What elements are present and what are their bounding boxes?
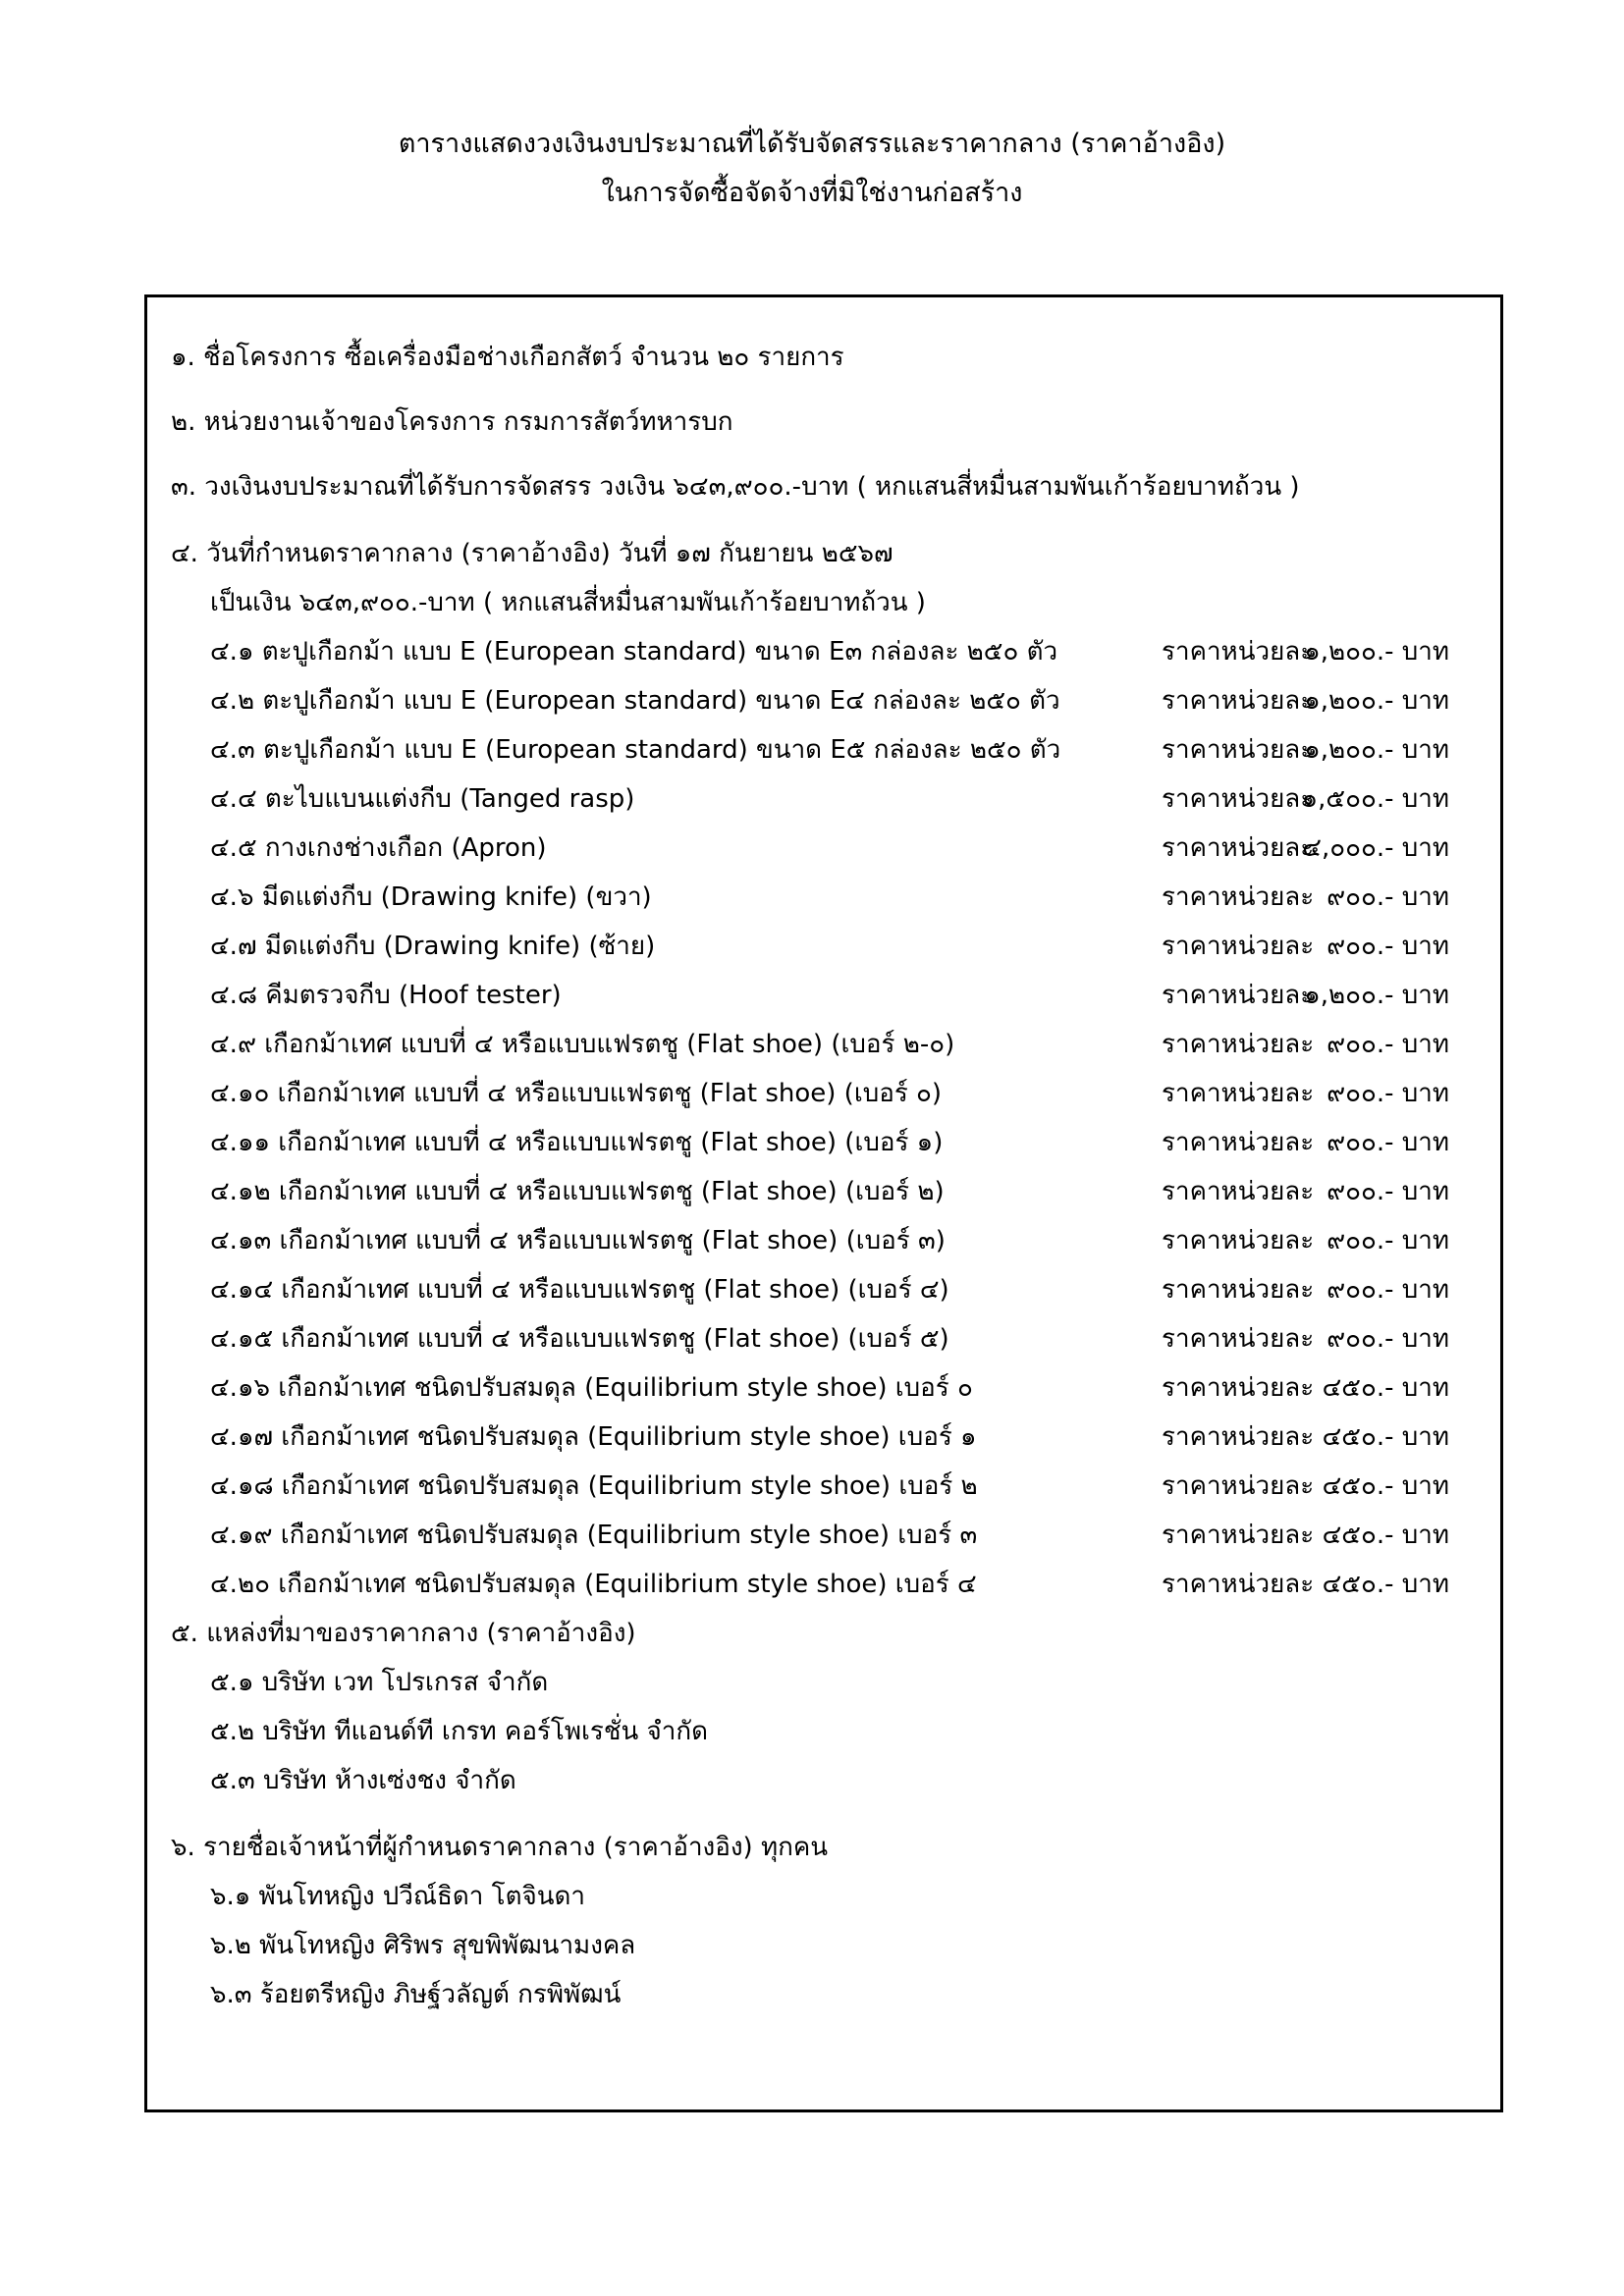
price-item-label: ราคาหน่วยละ bbox=[1162, 1373, 1315, 1403]
price-item-label: ราคาหน่วยละ bbox=[1162, 1275, 1315, 1305]
price-item-text: ๔.๙ เกือกม้าเทศ แบบที่ ๔ หรือแบบแฟรตชู (Flat shoe) (เบอร์ ๒-๐) bbox=[210, 1030, 955, 1059]
price-item-label: ราคาหน่วยละ bbox=[1162, 1471, 1315, 1501]
price-item-amount: ๙๐๐.- บาท bbox=[1326, 932, 1449, 961]
section-2-owner-unit: ๒. หน่วยงานเจ้าของโครงการ กรมการสัตว์ทหารบก bbox=[171, 407, 733, 437]
price-item-text: ๔.๕ กางเกงช่างเกือก (Apron) bbox=[210, 833, 547, 863]
price-item-label: ราคาหน่วยละ bbox=[1162, 932, 1315, 961]
price-item-label: ราคาหน่วยละ bbox=[1162, 1324, 1315, 1354]
price-item-amount: ๔๕๐.- บาท bbox=[1322, 1422, 1449, 1452]
title-line-2: ในการจัดซื้อจัดจ้างที่มิใช่งานก่อสร้าง bbox=[601, 178, 1023, 208]
price-item-amount: ๙๐๐.- บาท bbox=[1326, 1177, 1449, 1206]
price-item-amount: ๙๐๐.- บาท bbox=[1326, 1128, 1449, 1157]
price-item-amount: ๑,๒๐๐.- บาท bbox=[1304, 981, 1449, 1010]
price-item-label: ราคาหน่วยละ bbox=[1162, 833, 1315, 863]
section-6-heading: ๖. รายชื่อเจ้าหน้าที่ผู้กำหนดราคากลาง (ราคาอ้างอิง) ทุกคน bbox=[171, 1833, 829, 1862]
section-4-subtotal: เป็นเงิน ๖๔๓,๙๐๐.-บาท ( หกแสนสี่หมื่นสามพันเก้าร้อยบาทถ้วน ) bbox=[210, 588, 926, 617]
price-item-text: ๔.๔ ตะไบแบนแต่งกีบ (Tanged rasp) bbox=[210, 784, 635, 814]
price-item-amount: ๙๐๐.- บาท bbox=[1326, 1030, 1449, 1059]
price-item-text: ๔.๖ มีดแต่งกีบ (Drawing knife) (ขวา) bbox=[210, 882, 652, 912]
price-item-amount: ๙๐๐.- บาท bbox=[1326, 882, 1449, 912]
title-line-1: ตารางแสดงวงเงินงบประมาณที่ได้รับจัดสรรและราคากลาง (ราคาอ้างอิง) bbox=[398, 129, 1226, 159]
price-item-text: ๔.๑๘ เกือกม้าเทศ ชนิดปรับสมดุล (Equilibrium style shoe) เบอร์ ๒ bbox=[210, 1471, 978, 1501]
price-item-text: ๔.๑๒ เกือกม้าเทศ แบบที่ ๔ หรือแบบแฟรตชู (Flat shoe) (เบอร์ ๒) bbox=[210, 1177, 945, 1206]
price-item-amount: ๑,๒๐๐.- บาท bbox=[1304, 686, 1449, 716]
price-item-label: ราคาหน่วยละ bbox=[1162, 1570, 1315, 1599]
price-item-label: ราคาหน่วยละ bbox=[1162, 1030, 1315, 1059]
price-item-text: ๔.๑๐ เกือกม้าเทศ แบบที่ ๔ หรือแบบแฟรตชู (Flat shoe) (เบอร์ ๐) bbox=[210, 1079, 943, 1108]
price-item-amount: ๔๕๐.- บาท bbox=[1322, 1521, 1449, 1550]
price-item-amount: ๔๕๐.- บาท bbox=[1322, 1471, 1449, 1501]
price-item-text: ๔.๑๔ เกือกม้าเทศ แบบที่ ๔ หรือแบบแฟรตชู (Flat shoe) (เบอร์ ๔) bbox=[210, 1275, 949, 1305]
price-item-label: ราคาหน่วยละ bbox=[1162, 981, 1315, 1010]
source-item: ๕.๑ บริษัท เวท โปรเกรส จำกัด bbox=[210, 1668, 549, 1697]
price-item-label: ราคาหน่วยละ bbox=[1162, 1079, 1315, 1108]
price-item-text: ๔.๗ มีดแต่งกีบ (Drawing knife) (ซ้าย) bbox=[210, 932, 656, 961]
section-5-heading: ๕. แหล่งที่มาของราคากลาง (ราคาอ้างอิง) bbox=[171, 1619, 636, 1648]
source-item: ๕.๒ บริษัท ทีแอนด์ที เกรท คอร์โพเรชั่น จำกัด bbox=[210, 1717, 708, 1746]
section-4-heading: ๔. วันที่กำหนดราคากลาง (ราคาอ้างอิง) วันที่ ๑๗ กันยายน ๒๕๖๗ bbox=[171, 539, 893, 568]
price-item-amount: ๑,๒๐๐.- บาท bbox=[1304, 735, 1449, 765]
price-item-text: ๔.๑๓ เกือกม้าเทศ แบบที่ ๔ หรือแบบแฟรตชู (Flat shoe) (เบอร์ ๓) bbox=[210, 1226, 946, 1255]
price-item-text: ๔.๑ ตะปูเกือกม้า แบบ E (European standard) ขนาด E๓ กล่องละ ๒๕๐ ตัว bbox=[210, 637, 1058, 667]
price-item-text: ๔.๒ ตะปูเกือกม้า แบบ E (European standard) ขนาด E๔ กล่องละ ๒๕๐ ตัว bbox=[210, 686, 1060, 716]
price-item-text: ๔.๑๗ เกือกม้าเทศ ชนิดปรับสมดุล (Equilibrium style shoe) เบอร์ ๑ bbox=[210, 1422, 977, 1452]
price-item-text: ๔.๘ คีมตรวจกีบ (Hoof tester) bbox=[210, 981, 562, 1010]
price-item-text: ๔.๑๙ เกือกม้าเทศ ชนิดปรับสมดุล (Equilibrium style shoe) เบอร์ ๓ bbox=[210, 1521, 978, 1550]
price-item-text: ๔.๑๖ เกือกม้าเทศ ชนิดปรับสมดุล (Equilibrium style shoe) เบอร์ ๐ bbox=[210, 1373, 973, 1403]
price-item-amount: ๔๕๐.- บาท bbox=[1322, 1570, 1449, 1599]
price-item-text: ๔.๑๕ เกือกม้าเทศ แบบที่ ๔ หรือแบบแฟรตชู (Flat shoe) (เบอร์ ๕) bbox=[210, 1324, 949, 1354]
price-item-text: ๔.๒๐ เกือกม้าเทศ ชนิดปรับสมดุล (Equilibrium style shoe) เบอร์ ๔ bbox=[210, 1570, 977, 1599]
price-item-label: ราคาหน่วยละ bbox=[1162, 882, 1315, 912]
price-item-label: ราคาหน่วยละ bbox=[1162, 1177, 1315, 1206]
price-item-amount: ๔,๐๐๐.- บาท bbox=[1302, 833, 1449, 863]
officer-item: ๖.๑ พันโทหญิง ปวีณ์ธิดา โตจินดา bbox=[210, 1882, 585, 1911]
price-item-amount: ๔๕๐.- บาท bbox=[1322, 1373, 1449, 1403]
price-item-text: ๔.๑๑ เกือกม้าเทศ แบบที่ ๔ หรือแบบแฟรตชู (Flat shoe) (เบอร์ ๑) bbox=[210, 1128, 944, 1157]
price-item-text: ๔.๓ ตะปูเกือกม้า แบบ E (European standard) ขนาด E๕ กล่องละ ๒๕๐ ตัว bbox=[210, 735, 1061, 765]
source-item: ๕.๓ บริษัท ห้างเซ่งชง จำกัด bbox=[210, 1766, 516, 1795]
price-item-amount: ๙๐๐.- บาท bbox=[1326, 1079, 1449, 1108]
price-item-amount: ๙๐๐.- บาท bbox=[1326, 1275, 1449, 1305]
price-item-label: ราคาหน่วยละ bbox=[1162, 735, 1315, 765]
price-item-label: ราคาหน่วยละ bbox=[1162, 637, 1315, 667]
officer-item: ๖.๒ พันโทหญิง ศิริพร สุขพิพัฒนามงคล bbox=[210, 1931, 636, 1960]
price-item-amount: ๑,๕๐๐.- บาท bbox=[1301, 784, 1449, 814]
price-item-amount: ๙๐๐.- บาท bbox=[1326, 1324, 1449, 1354]
price-item-label: ราคาหน่วยละ bbox=[1162, 784, 1315, 814]
document-title bbox=[0, 120, 1624, 218]
price-item-label: ราคาหน่วยละ bbox=[1162, 1226, 1315, 1255]
price-item-label: ราคาหน่วยละ bbox=[1162, 1521, 1315, 1550]
price-item-label: ราคาหน่วยละ bbox=[1162, 1422, 1315, 1452]
section-1-project-name: ๑. ชื่อโครงการ ซื้อเครื่องมือช่างเกือกสัตว์ จำนวน ๒๐ รายการ bbox=[171, 343, 844, 372]
price-item-label: ราคาหน่วยละ bbox=[1162, 1128, 1315, 1157]
price-item-label: ราคาหน่วยละ bbox=[1162, 686, 1315, 716]
section-3-budget: ๓. วงเงินงบประมาณที่ได้รับการจัดสรร วงเงิน ๖๔๓,๙๐๐.-บาท ( หกแสนสี่หมื่นสามพันเก้าร้อยบาทถ้วน ) bbox=[171, 472, 1300, 502]
price-item-amount: ๙๐๐.- บาท bbox=[1326, 1226, 1449, 1255]
price-item-amount: ๑,๒๐๐.- บาท bbox=[1304, 637, 1449, 667]
officer-item: ๖.๓ ร้อยตรีหญิง ภิษฐ์วลัญต์ กรพิพัฒน์ bbox=[210, 1980, 622, 2009]
